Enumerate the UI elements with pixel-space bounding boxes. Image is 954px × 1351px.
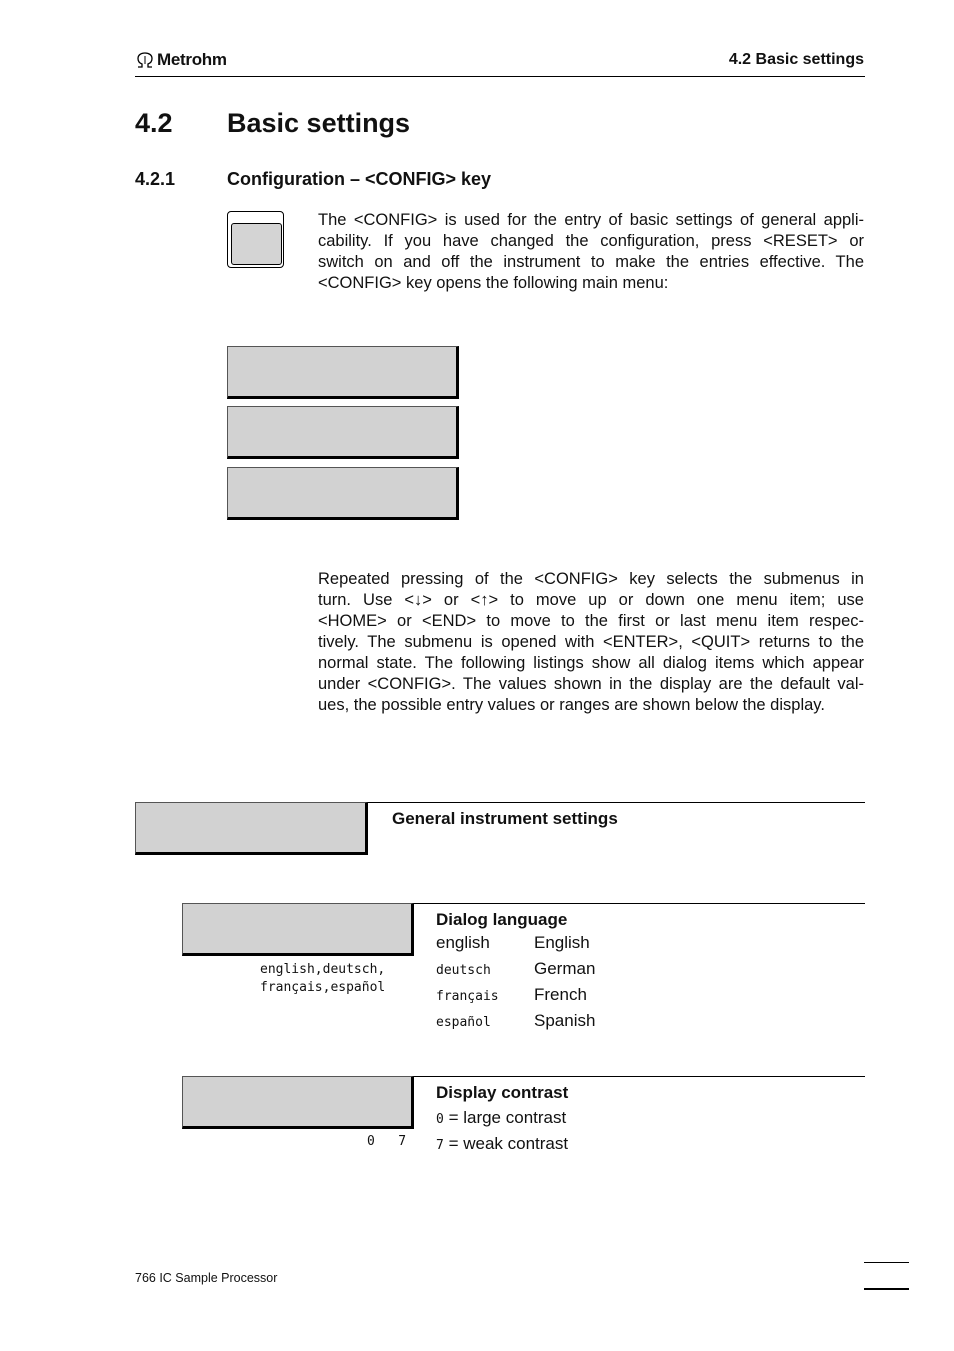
contrast-option-key: 0 xyxy=(436,1112,444,1127)
intro-line: <CONFIG> key opens the following main menu: xyxy=(318,274,669,292)
page-number-rule-bottom xyxy=(864,1288,909,1290)
contrast-option-text: = large contrast xyxy=(448,1108,567,1127)
language-option-key: english xyxy=(436,933,490,952)
contrast-option-key: 7 xyxy=(436,1138,444,1153)
dialog-language-divider xyxy=(414,903,865,904)
language-option-key: français xyxy=(436,989,499,1004)
contrast-option-text: = weak contrast xyxy=(448,1134,569,1153)
general-settings-title: General instrument settings xyxy=(392,809,618,828)
main-menu-display-3 xyxy=(227,467,459,520)
language-option-value: Spanish xyxy=(534,1011,596,1030)
display-contrast-divider xyxy=(414,1076,865,1077)
section-divider xyxy=(368,802,865,803)
usage-line: tively. The submenu is opened with <ENTER>, <QUIT> returns to the xyxy=(318,633,864,651)
intro-line: The <CONFIG> is used for the entry of basic settings of general appli- xyxy=(318,211,864,229)
main-menu-display-1 xyxy=(227,346,459,399)
footer-product: 766 IC Sample Processor xyxy=(135,1271,278,1285)
section-title: Basic settings xyxy=(227,108,411,138)
header-divider xyxy=(135,76,865,77)
language-options-table xyxy=(436,933,595,1037)
metrohm-omega-icon xyxy=(135,52,155,68)
language-option-key: español xyxy=(436,1015,491,1030)
language-option-row xyxy=(436,959,595,985)
language-option-row xyxy=(436,985,595,1011)
usage-line: under <CONFIG>. The values shown in the display are the default val- xyxy=(318,675,864,693)
subsection-title: Configuration – <CONFIG> key xyxy=(227,169,492,189)
language-option-key: deutsch xyxy=(436,963,491,978)
display-contrast-display xyxy=(182,1076,414,1129)
intro-line: switch on and off the instrument to make the entries effective. The xyxy=(318,253,864,271)
usage-line: turn. Use <↓> or <↑> to move up or down one menu item; use xyxy=(318,591,864,609)
dialog-language-display xyxy=(182,903,414,956)
language-option-value: English xyxy=(534,933,590,952)
usage-line: ues, the possible entry values or ranges are shown below the display. xyxy=(318,696,825,714)
brand-logo xyxy=(135,50,227,70)
config-key-face xyxy=(231,223,282,265)
main-menu-display-2 xyxy=(227,406,459,459)
contrast-option-line xyxy=(436,1134,568,1154)
usage-line: Repeated pressing of the <CONFIG> key selects the submenus in xyxy=(318,570,864,588)
page-number-rule-top xyxy=(864,1262,909,1263)
section-heading xyxy=(135,108,410,139)
usage-line: normal state. The following listings show all dialog items which appear xyxy=(318,654,864,672)
usage-line: <HOME> or <END> to move to the first or last menu item respec- xyxy=(318,612,864,630)
subsection-heading xyxy=(135,169,491,190)
dialog-language-allowed-values xyxy=(260,961,385,997)
usage-paragraph xyxy=(318,569,864,716)
dialog-language-title: Dialog language xyxy=(436,910,568,929)
running-header-section: 4.2 Basic settings xyxy=(728,51,864,68)
allowed-values-line: français,español xyxy=(260,980,386,995)
allowed-values-line: english,deutsch, xyxy=(260,962,386,977)
subsection-number: 4.2.1 xyxy=(135,169,176,189)
general-settings-display xyxy=(135,802,368,855)
brand-name: Metrohm xyxy=(157,50,227,69)
intro-line: cability. If you have changed the configuration, press <RESET> or xyxy=(318,232,864,250)
language-option-value: French xyxy=(534,985,587,1004)
language-option-value: German xyxy=(534,959,596,978)
display-contrast-title: Display contrast xyxy=(436,1083,569,1102)
language-option-row xyxy=(436,1011,595,1037)
section-number: 4.2 xyxy=(135,108,173,138)
display-contrast-range: 0 7 xyxy=(367,1134,407,1149)
language-option-row xyxy=(436,933,595,959)
intro-paragraph xyxy=(318,210,864,294)
contrast-option-line xyxy=(436,1108,566,1128)
